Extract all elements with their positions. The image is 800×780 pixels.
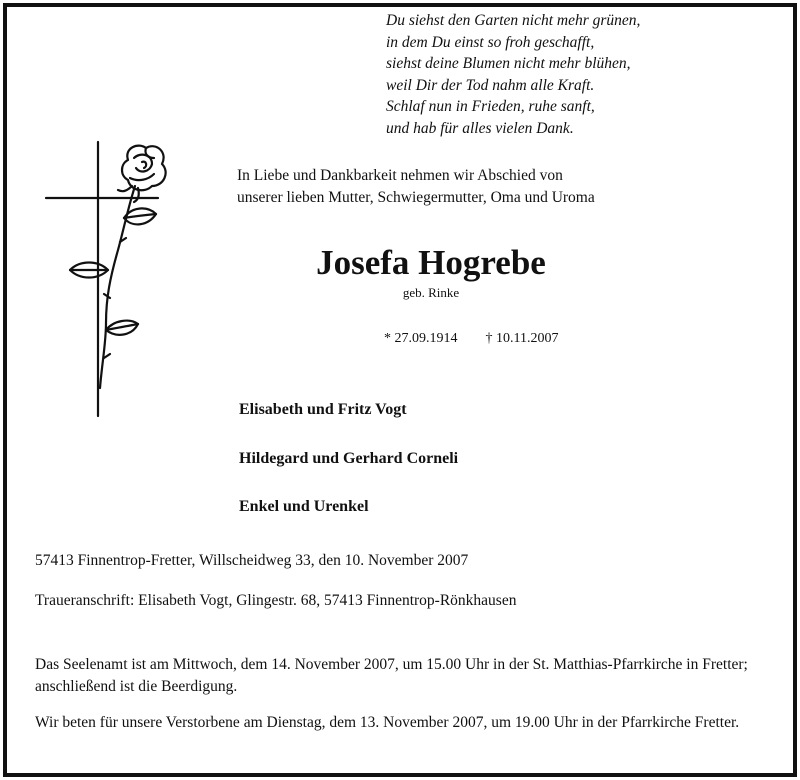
poem-line: und hab für alles vielen Dank. [386, 119, 574, 137]
poem-line: weil Dir der Tod nahm alle Kraft. [386, 76, 595, 94]
mourner-name: Elisabeth und Fritz Vogt [239, 401, 407, 418]
intro-line: In Liebe und Dankbarkeit nehmen wir Abschied von [237, 167, 563, 184]
intro-text [237, 165, 595, 209]
poem-line: siehst deine Blumen nicht mehr blühen, [386, 55, 631, 73]
prayer-info: Wir beten für unsere Verstorbene am Dienstag, dem 13. November 2007, um 19.00 Uhr in der Pfarrkirche Fretter. [35, 714, 740, 731]
intro-line: unserer lieben Mutter, Schwiegermutter, Oma und Uroma [237, 189, 595, 206]
requiem-info: Das Seelenamt ist am Mittwoch, dem 14. November 2007, um 15.00 Uhr in der St. Matthias-Pfarrkirche in Fretter; anschließend ist die Beerdigung. [35, 656, 748, 695]
death-date: † 10.11.2007 [485, 331, 559, 346]
birth-name: geb. Rinke [402, 285, 460, 300]
poem-line: in dem Du einst so froh geschafft, [386, 33, 595, 51]
deceased-name: Josefa Hogrebe [316, 243, 546, 282]
poem [386, 10, 640, 140]
mourner-name: Hildegard und Gerhard Corneli [239, 450, 459, 467]
mourner-name: Enkel und Urenkel [239, 498, 369, 515]
mourning-address: Traueranschrift: Elisabeth Vogt, Glingestr. 68, 57413 Finnentrop-Rönkhausen [35, 592, 517, 609]
poem-line: Schlaf nun in Frieden, ruhe sanft, [386, 98, 595, 116]
poem-line: Du siehst den Garten nicht mehr grünen, [386, 12, 641, 29]
birth-date: * 27.09.1914 [384, 331, 458, 346]
life-dates [384, 330, 558, 348]
place-date: 57413 Finnentrop-Fretter, Willscheidweg 33, den 10. November 2007 [35, 552, 469, 569]
